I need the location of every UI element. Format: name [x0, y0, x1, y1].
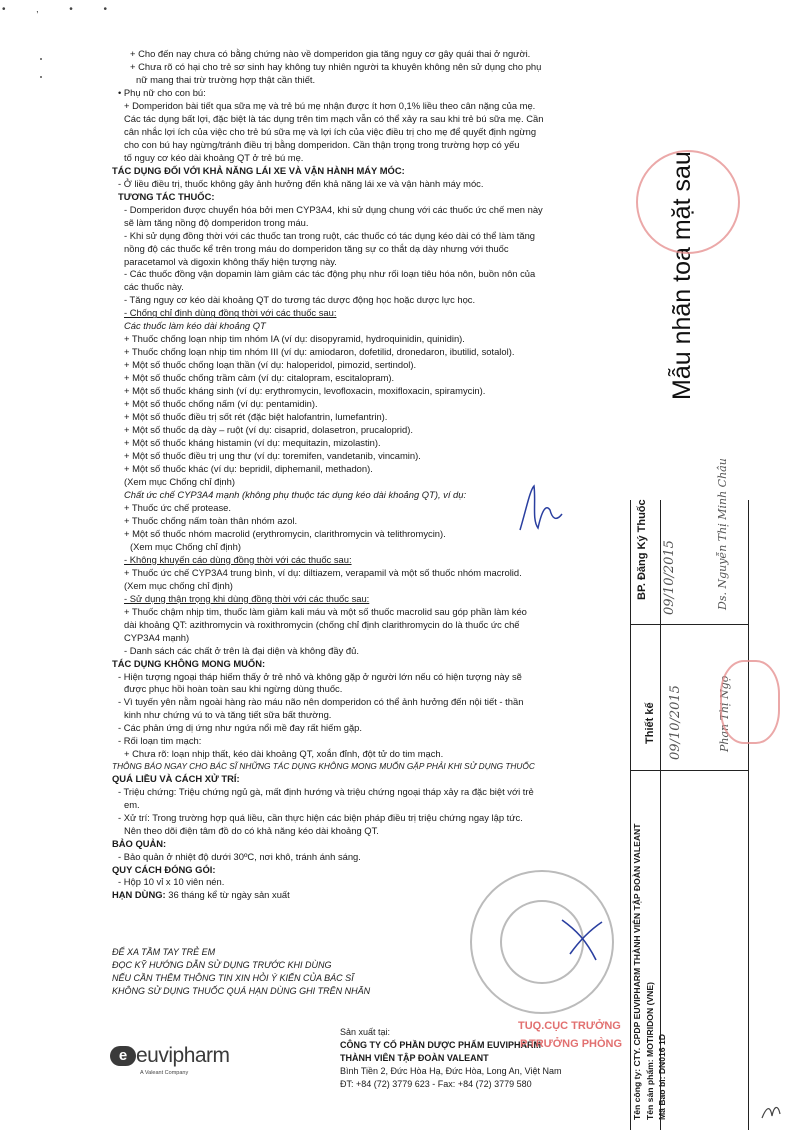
panel-border-right	[748, 500, 749, 1130]
packaging-code-info: Mã Bao bì: DN016 1D	[657, 1034, 667, 1120]
scan-dot	[40, 76, 42, 78]
body-line: + Cho đến nay chưa có bằng chứng nào về domperidon gia tăng nguy cơ gây quái thai ở người.	[130, 48, 531, 59]
body-line: được phục hồi hoàn toàn sau khi ngừng dùng thuốc.	[124, 683, 343, 695]
design-label: Thiết kế	[644, 702, 656, 744]
warning-line: ĐỌC KỸ HƯỚNG DẪN SỬ DỤNG TRƯỚC KHI DÙNG	[112, 960, 332, 971]
body-line: + Một số thuốc chống trầm cảm (ví dụ: citalopram, escitalopram).	[124, 372, 395, 384]
scan-dot	[40, 58, 42, 60]
body-line: Chất ức chế CYP3A4 mạnh (không phụ thuộc tác dụng kéo dài khoảng QT), ví dụ:	[124, 488, 467, 500]
stamp-authority-line2: P.TRƯỞNG PHÒNG	[520, 1038, 623, 1050]
manufacturer-phone: ĐT: +84 (72) 3779 623 - Fax: +84 (72) 3779 580	[340, 1079, 532, 1090]
warning-line: KHÔNG SỬ DỤNG THUỐC QUÁ HẠN DÙNG GHI TRÊN NHÃN	[112, 986, 371, 997]
body-line: + Một số thuốc chống nấm (ví dụ: pentamidin).	[124, 398, 318, 410]
body-line: em.	[124, 798, 140, 810]
body-line: + Chưa rõ có hại cho trẻ sơ sinh hay không tuy nhiên người ta khuyên không nên sử dụng cho phụ	[130, 60, 542, 72]
initials-mark	[760, 1100, 790, 1124]
logo-subtitle: A Valeant Company	[140, 1070, 189, 1076]
body-line: TƯƠNG TÁC THUỐC:	[118, 190, 215, 202]
body-line: CYP3A4 mạnh)	[124, 631, 190, 643]
design-date: 09/10/2015	[668, 685, 683, 760]
body-line: + Một số thuốc kháng sinh (ví dụ: erythromycin, levofloxacin, moxifloxacin, spiramycin).	[124, 385, 486, 397]
body-line: BẢO QUẢN:	[112, 837, 167, 849]
body-line: (Xem mục chống chỉ định)	[124, 579, 233, 591]
stamp-authority-line1: TUQ.CỤC TRƯỞNG	[518, 1020, 621, 1032]
warning-line: NẾU CẦN THÊM THÔNG TIN XIN HỎI Ý KIẾN CỦA BÁC SĨ	[112, 973, 354, 984]
body-line: • Phụ nữ cho con bú:	[118, 86, 206, 98]
logo-mark-icon: e	[110, 1046, 136, 1066]
shelf-life-value: 36 tháng kể từ ngày sản xuất	[165, 889, 290, 901]
manufacturer-company-line2: THÀNH VIÊN TẬP ĐOÀN VALEANT	[340, 1053, 489, 1064]
logo-wordmark: euvipharm	[136, 1044, 230, 1067]
body-line: QUY CÁCH ĐÓNG GÓI:	[112, 863, 216, 875]
body-line: - Bảo quản ở nhiệt độ dưới 30ºC, nơi khô, tránh ánh sáng.	[118, 850, 361, 862]
body-line: - Domperidon được chuyển hóa bởi men CYP3A4, khi sử dụng chung với các thuốc ức chế men này	[124, 203, 543, 215]
product-info: Tên sản phẩm: MOTIRIDON (VNE)	[645, 982, 655, 1120]
body-line: Nên theo dõi điện tâm đồ do có khả năng kéo dài khoảng QT.	[124, 824, 379, 836]
body-line: - Chống chỉ định dùng đồng thời với các thuốc sau:	[124, 307, 337, 319]
body-line: + Một số thuốc điều trị sốt rét (đặc biệt halofantrin, lumefantrin).	[124, 411, 388, 423]
body-line: - Hộp 10 vỉ x 10 viên nén.	[118, 876, 225, 888]
body-line: Các thuốc làm kéo dài khoảng QT	[124, 320, 266, 332]
shelf-life-label: HẠN DÙNG:	[112, 889, 166, 901]
body-line: - Khi sử dụng đồng thời với các thuốc tan trong ruột, các thuốc có tác dụng kéo dài có thể làm tăng	[124, 229, 535, 241]
body-line: - Các phản ứng dị ứng như ngứa nổi mề đay rất hiếm gặp.	[118, 722, 362, 734]
body-line: - Hiện tượng ngoại tháp hiếm thấy ở trẻ nhỏ và không gặp ở người lớn nếu có hiện tượng này sẽ	[118, 670, 522, 682]
body-line: nồng độ các thuốc kể trên trong máu do domperidon tăng sự co thắt dạ dày nhưng với thuốc	[124, 242, 509, 254]
body-line: cân nhắc lợi ích của việc cho trẻ bú sữa mẹ và lợi ích của việc điều trị cho mẹ để quyết định ngừng	[124, 125, 537, 137]
body-line: dài khoảng QT: azithromycin và roxithromycin (chống chỉ định clarithromycin do là thuốc ức chế	[124, 618, 520, 630]
body-line: các thuốc này.	[124, 281, 184, 293]
company-info: Tên công ty: CTY. CPDP EUVIPHARM THÀNH VIÊN TẬP ĐOÀN VALEANT	[632, 823, 642, 1120]
body-line: Các tác dụng bất lợi, đặc biệt là tác dụng trên tim mạch vẫn có thể xảy ra sau khi trẻ bú sữa mẹ. Cần	[124, 112, 544, 124]
design-stamp	[720, 660, 780, 744]
department-label: BP. Đăng Ký Thuốc	[636, 499, 648, 600]
body-line: - Ở liều điều trị, thuốc không gây ảnh hưởng đến khả năng lái xe và vận hành máy móc.	[118, 177, 484, 189]
panel-divider	[630, 624, 748, 625]
manufacturer-block	[340, 1026, 562, 1091]
scan-marks: • ‚ • •	[2, 4, 122, 15]
body-line: TÁC DỤNG ĐỐI VỚI KHẢ NĂNG LÁI XE VÀ VẬN HÀNH MÁY MÓC:	[112, 164, 405, 176]
euvipharm-logo	[110, 1044, 230, 1076]
body-line: + Thuốc ức chế CYP3A4 trung bình, ví dụ: diltiazem, verapamil và một số thuốc nhóm macrolid.	[124, 566, 522, 578]
body-line: + Thuốc chống nấm toàn thân nhóm azol.	[124, 514, 298, 526]
body-line: + Chưa rõ: loạn nhịp thất, kéo dài khoảng QT, xoắn đỉnh, đột tử do tim mạch.	[124, 748, 444, 760]
body-line: - Xử trí: Trong trường hợp quá liều, cần thực hiện các biện pháp điều trị triệu chứng ngay lập tức.	[118, 811, 523, 823]
body-line: + Một số thuốc nhóm macrolid (erythromycin, clarithromycin và telithromycin).	[124, 527, 446, 539]
body-line: + Thuốc ức chế protease.	[124, 501, 231, 513]
body-line: - Tăng nguy cơ kéo dài khoảng QT do tương tác dược động học hoặc dược lực học.	[124, 294, 476, 306]
body-line: - Không khuyến cáo dùng đồng thời với các thuốc sau:	[124, 553, 352, 565]
body-line: + Domperidon bài tiết qua sữa mẹ và trẻ bú mẹ nhận được ít hơn 0,1% liều theo cân nặng của mẹ.	[124, 99, 536, 111]
manufacturer-label: Sản xuất tại:	[340, 1027, 391, 1037]
body-line: (Xem mục Chống chỉ định)	[124, 475, 235, 487]
body-line: paracetamol và digoxin không thấy hiện tượng này.	[124, 255, 337, 267]
body-line: cho con bú hay ngừng/tránh điều trị bằng domperidon. Cần thận trọng trong trường hợp có yếu	[124, 138, 520, 150]
body-line: + Một số thuốc dạ dày – ruột (ví dụ: cisaprid, dolasetron, prucaloprid).	[124, 424, 413, 436]
body-line: nữ mang thai trừ trường hợp thật cần thiết.	[136, 73, 316, 85]
body-line: - Danh sách các chất ở trên là đại diện và không đầy đủ.	[124, 644, 359, 656]
manufacturer-address: Bình Tiền 2, Đức Hòa Hạ, Đức Hòa, Long An, Việt Nam	[340, 1066, 562, 1077]
body-line: (Xem mục Chống chỉ định)	[130, 540, 241, 552]
department-signer: Ds. Nguyễn Thị Minh Châu	[716, 458, 729, 610]
body-line: - Vì tuyến yên nằm ngoài hàng rào máu não nên domperidon có thể ảnh hưởng đến nội tiết - thần	[118, 696, 524, 708]
body-line: sẽ làm tăng nồng độ domperidon trong máu.	[124, 216, 309, 228]
body-line: QUÁ LIỀU VÀ CÁCH XỬ TRÍ:	[112, 772, 240, 784]
body-line: tố nguy cơ kéo dài khoảng QT ở trẻ bú mẹ.	[124, 151, 304, 163]
body-line: - Sử dụng thận trọng khi dùng đồng thời với các thuốc sau:	[124, 592, 370, 604]
body-line: - Các thuốc đồng vận dopamin làm giảm các tác động phụ như rối loạn tiêu hóa nôn, buồn nôn của	[124, 268, 536, 280]
body-line: THÔNG BÁO NGAY CHO BÁC SĨ NHỮNG TÁC DỤNG KHÔNG MONG MUỐN GẶP PHẢI KHI SỬ DỤNG THUỐC	[112, 761, 535, 772]
registration-stamp	[636, 150, 740, 254]
body-line: + Một số thuốc chống loạn thần (ví dụ: haloperidol, pimozid, sertindol).	[124, 359, 417, 371]
department-date: 09/10/2015	[662, 540, 677, 615]
label-title: Mẫu nhãn toa mặt sau	[668, 151, 696, 400]
body-line: - Triệu chứng: Triệu chứng ngủ gà, mất định hướng và triệu chứng ngoại tháp xảy ra đặc biệt với trẻ	[118, 785, 534, 797]
body-line: + Một số thuốc điều trị ung thư (ví dụ: toremifen, vandetanib, vincamin).	[124, 450, 421, 462]
design-signer: Phan Thị Ngọ	[718, 675, 731, 752]
body-line: kinh như chứng vú to và tăng tiết sữa bất thường.	[124, 709, 332, 721]
body-line: TÁC DỤNG KHÔNG MONG MUỐN:	[112, 657, 266, 669]
approval-signature	[556, 910, 606, 970]
body-line: - Rối loạn tim mạch:	[118, 735, 202, 747]
body-line: + Thuốc chống loạn nhịp tim nhóm IA (ví dụ: disopyramid, hydroquinidin, quinidin).	[124, 333, 465, 345]
body-line: + Thuốc chậm nhịp tim, thuốc làm giảm kali máu và một số thuốc macrolid sau góp phần làm kéo	[124, 605, 527, 617]
body-line: + Một số thuốc kháng histamin (ví dụ: mequitazin, mizolastin).	[124, 437, 381, 449]
panel-border-left	[630, 500, 631, 1130]
panel-divider	[630, 770, 748, 771]
body-line: + Một số thuốc khác (ví dụ: bepridil, diphemanil, methadon).	[124, 463, 373, 474]
signature-mark	[512, 480, 572, 540]
warning-line: ĐỂ XA TẦM TAY TRẺ EM	[112, 947, 216, 957]
manufacturer-company-line1: CÔNG TY CỔ PHẦN DƯỢC PHẨM EUVIPHARM	[340, 1040, 541, 1051]
warning-block	[112, 946, 370, 998]
leaflet-body	[112, 48, 598, 902]
body-line: + Thuốc chống loạn nhịp tim nhóm III (ví dụ: amiodaron, dofetilid, dronedaron, ibutilid, sotalol).	[124, 346, 515, 358]
